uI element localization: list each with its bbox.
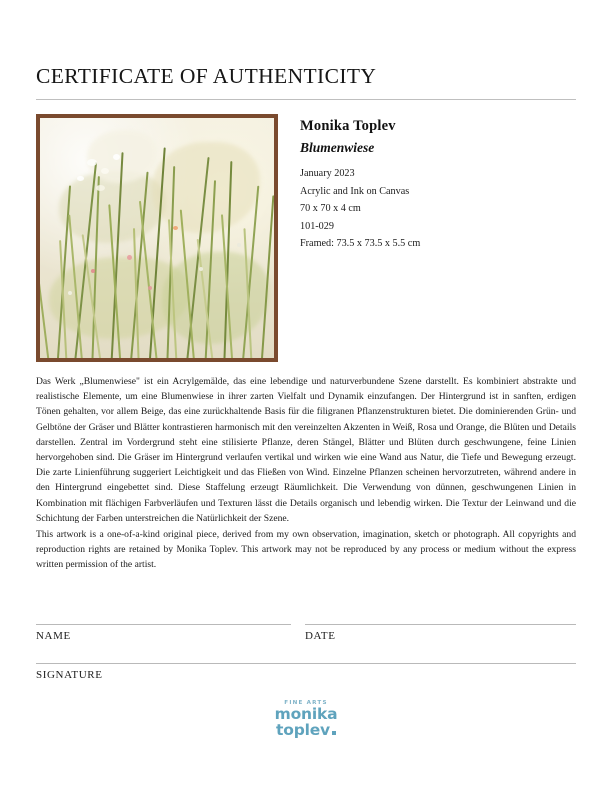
blossom bbox=[68, 291, 72, 295]
title-divider bbox=[36, 99, 576, 100]
artwork-details bbox=[300, 114, 420, 253]
blossom bbox=[237, 243, 241, 247]
artwork-framed-dimensions: Framed: 73.5 x 73.5 x 5.5 cm bbox=[300, 238, 421, 249]
name-field-label: NAME bbox=[36, 630, 71, 642]
name-field-rule bbox=[36, 624, 291, 625]
logo-square-icon bbox=[332, 731, 336, 735]
blossom bbox=[173, 226, 178, 230]
artwork-date: January 2023 bbox=[300, 168, 355, 179]
brand-logo bbox=[0, 700, 612, 740]
signature-field-rule bbox=[36, 663, 576, 664]
artwork-title: Blumenwiese bbox=[300, 140, 375, 155]
logo-line-1: monika bbox=[274, 705, 338, 723]
description-block bbox=[36, 374, 576, 573]
artwork-catalog-number: 101-029 bbox=[300, 220, 334, 232]
artwork-image bbox=[36, 114, 278, 362]
logo-line-2-wrap bbox=[276, 723, 336, 738]
page-title: CERTIFICATE OF AUTHENTICITY bbox=[36, 64, 377, 88]
description-paragraph-2: This artwork is a one-of-a-kind original piece, derived from my own observation, imagination, sketch or photograph. All copyrights and reproduction rights are retained by Monika Toplev. This artwork may not be reproduced by any process or medium without the express written permission of the artist. bbox=[36, 529, 576, 571]
blossom bbox=[87, 159, 97, 166]
artwork-medium: Acrylic and Ink on Canvas bbox=[300, 185, 410, 197]
description-paragraph-1: Das Werk „Blumenwiese" ist ein Acrylgemälde, das eine lebendige und naturverbundene Szene darstellt. Es kombiniert abstrakte und realistische Elemente, um eine Blumenwiese in ihrer zarten Vielfalt und Dynamik einzufangen. Der Hintergrund ist in sanften, erdigen Tönen gehalten, vor allem Beige, das eine zurückhaltende Basis für die filigranen Pflanzenstrukturen bietet. Die dominierenden Grün- und Gelbtöne der Gräser und Blätter kontrastieren harmonisch mit den vereinzelten Akzenten in Weiß, Rosa und Orange, die Blüten und Details darstellen. Zentral im Vordergrund steht eine stilisierte Pflanze, deren Stängel, Blätter und Blüten durch geschwungene, feine Linien hervorgehoben sind. Die Gräser im Hintergrund verlaufen vertikal und wirken wie eine Wand aus Natur, die Tiefe und Bewegung erzeugt. Die zarte Linienführung suggeriert Leichtigkeit und das Fließen von Wind. Einzelne Pflanzen scheinen hervorzutreten, während andere in den Hintergrund eingebettet sind. Diese Staffelung erzeugt Räumlichkeit. Die Verwendung von dünnen, geschwungenen Linien in Kombination mit flächigen Farbverläufen und Texturen lässt die Details organisch und lebendig wirken. Die Textur der Leinwand und die Schichtung der Farben unterstreichen die Natürlichkeit der Szene. bbox=[36, 376, 576, 524]
blossom bbox=[199, 267, 203, 271]
artwork-details-row bbox=[36, 114, 576, 362]
date-field-label: DATE bbox=[305, 630, 336, 642]
blossom bbox=[113, 154, 120, 160]
logo-line-2: toplev bbox=[276, 721, 330, 739]
logo-kicker: FINE ARTS bbox=[284, 700, 328, 706]
artwork-canvas bbox=[40, 118, 274, 358]
date-field-rule bbox=[305, 624, 576, 625]
color-wash bbox=[162, 252, 270, 343]
blossom bbox=[148, 286, 152, 290]
blossom bbox=[77, 176, 84, 181]
artist-name: Monika Toplev bbox=[300, 118, 396, 134]
artwork-dimensions: 70 x 70 x 4 cm bbox=[300, 203, 361, 214]
blossom bbox=[127, 255, 132, 260]
signature-field-label: SIGNATURE bbox=[36, 669, 103, 681]
